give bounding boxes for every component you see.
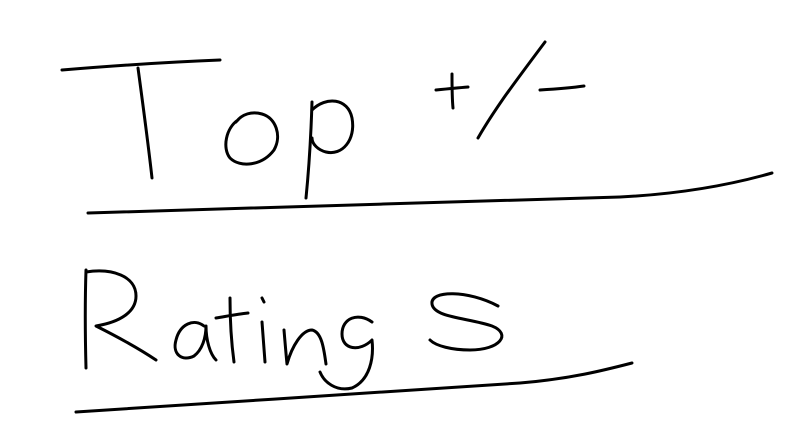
letter-t-cross-2 — [216, 313, 248, 318]
letter-s — [430, 294, 502, 350]
letter-n — [284, 330, 326, 364]
letter-i-stem — [262, 322, 265, 362]
handwritten-line-1 — [62, 42, 584, 198]
letter-i-dot — [262, 298, 264, 302]
letter-g-1 — [320, 317, 372, 389]
letter-p-bowl — [312, 101, 353, 153]
underline-1 — [88, 173, 772, 213]
letter-a — [175, 322, 216, 360]
letter-p-stem — [306, 102, 312, 198]
handwritten-line-2 — [85, 270, 502, 389]
slash — [478, 42, 545, 138]
letter-t-top-bar — [62, 60, 220, 70]
letter-o — [226, 113, 278, 164]
plus-vertical — [452, 74, 453, 108]
letter-r-stem — [85, 270, 86, 368]
letter-t-stem — [138, 68, 152, 178]
letter-t-stem-2 — [230, 298, 234, 362]
letter-r-bowl-leg — [86, 271, 156, 360]
minus — [540, 86, 584, 90]
